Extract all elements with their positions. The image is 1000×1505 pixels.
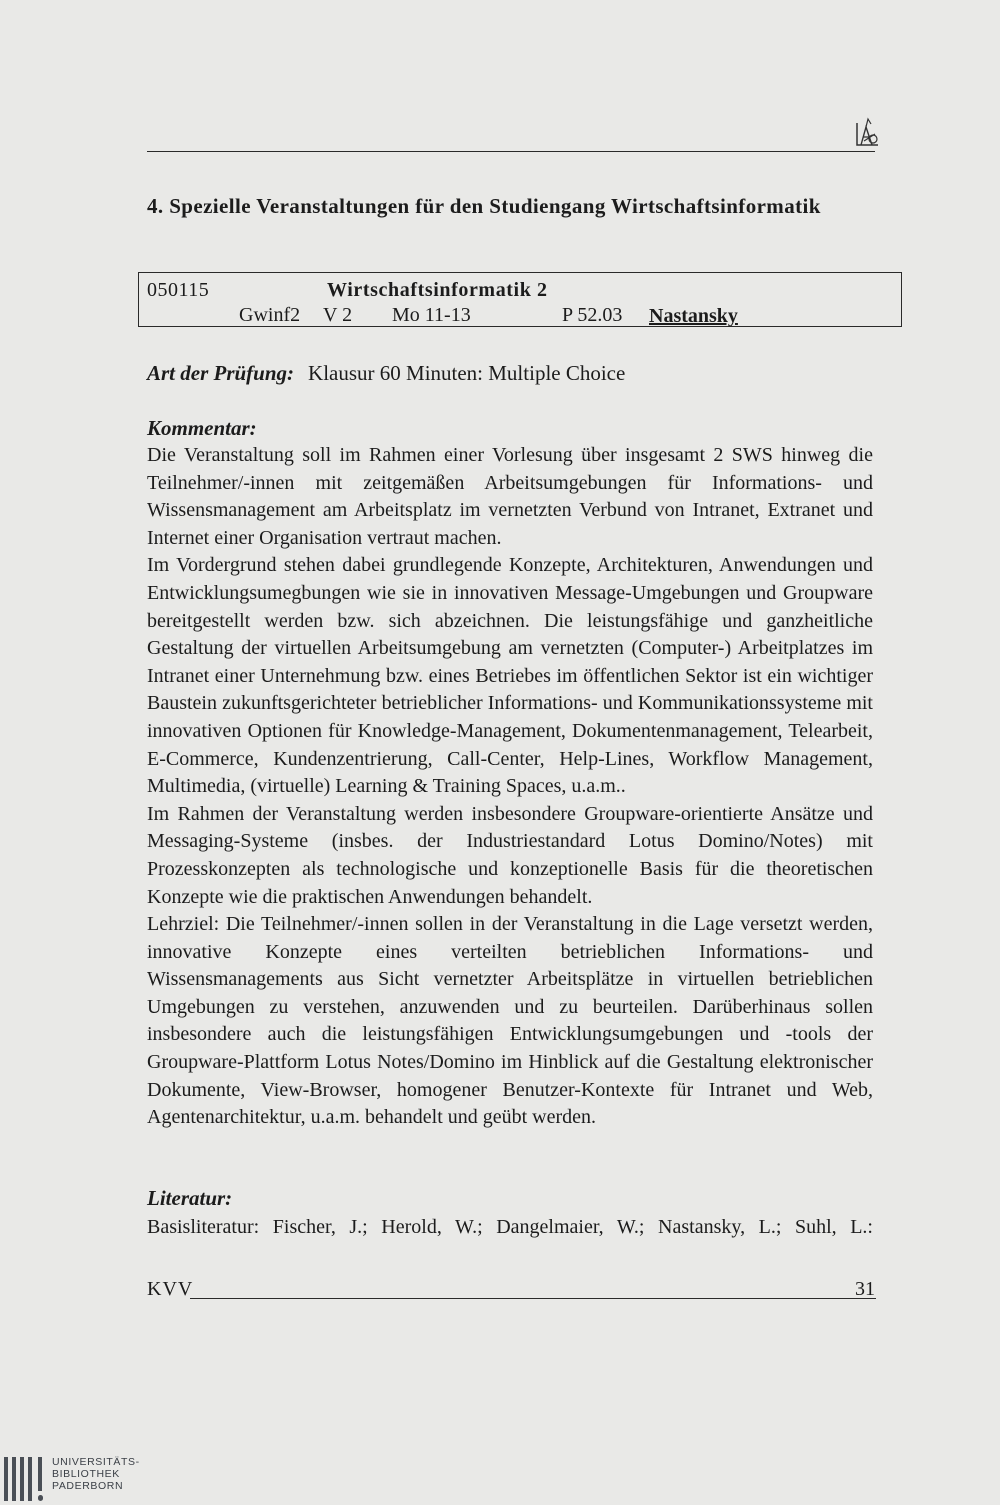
course-time: Mo 11-13 [392, 304, 471, 326]
course-title: Wirtschaftsinformatik 2 [327, 279, 548, 301]
library-logo-line: UNIVERSITÄTS- [52, 1456, 140, 1468]
section-title: 4. Spezielle Veranstaltungen für den Studiengang Wirtschaftsinformatik [147, 194, 821, 218]
library-logo-text [52, 1456, 140, 1492]
course-room: P 52.03 [562, 304, 623, 326]
document-stamp-icon [854, 115, 880, 149]
commentary-paragraph: Im Rahmen der Veranstaltung werden insbesondere Groupware-orientierte Ansätze und Messaging-Systeme (insbes. der Industriestandard Lotus Domino/Notes) mit Prozesskonzepten als technologische und konzeptionelle Basis für die theoretischen Konzepte wie die praktischen Anwendungen behandelt. [147, 802, 873, 908]
exam-label: Art der Prüfung: [147, 361, 295, 385]
commentary-heading: Kommentar: [147, 416, 257, 440]
commentary-paragraph: Die Veranstaltung soll im Rahmen einer Vorlesung über insgesamt 2 SWS hinweg die Teilnehmer/-innen mit zeitgemäßen Arbeitsumgebungen für Informations- und Wissensmanagement am Arbeitsplatz im vernetzten Verbund von Intranet, Extranet und Internet einer Organisation vertraut machen. [147, 444, 873, 549]
library-logo-line: PADERBORN [52, 1480, 124, 1492]
exam-value: Klausur 60 Minuten: Multiple Choice [308, 361, 626, 385]
page-number: 31 [855, 1278, 875, 1300]
literature-line: Basisliteratur: Fischer, J.; Herold, W.; Dangelmaier, W.; Nastansky, L.; Suhl, L.: [147, 1216, 873, 1238]
course-number: 050115 [147, 279, 210, 301]
commentary-paragraph: Lehrziel: Die Teilnehmer/-innen sollen in der Veranstaltung in die Lage versetzt werden, innovative Konzepte eines verteilten betrieblichen Informations- und Wissensmanagements aus Sicht vernetzter Arbeitsplätze in virtuellen betrieblichen Umgebungen zu verstehen, anzuwenden und zu beurteilen. Darüberhinaus sollen insbesondere auch die leistungsfähigen Entwicklungsumgebungen und -tools der Groupware-Plattform Lotus Notes/Domino im Hinblick auf die Gestaltung elektronischer Dokumente, View-Browser, homogener Benutzer-Kontexte für Intranet und Web, Agentenarchitektur, u.a.m. behandelt und geübt werden. [147, 913, 873, 1129]
header-rule [147, 151, 875, 152]
commentary-body [147, 442, 873, 1132]
commentary-paragraph: Im Vordergrund stehen dabei grundlegende Konzepte, Architekturen, Anwendungen und Entwicklungsumegbungen wie sie in innovativen Message-Umgebungen und Groupware bereitgestellt werden bzw. sich abzeichnen. Die leistungsfähige und ganzheitliche Gestaltung der virtuellen Arbeitsumgebung am vernetzten (Computer-) Arbeitplatzes im Intranet einer Unternehmung bzw. eines Betriebes im öffentlichen Sektor ist ein wichtiger Baustein zukunftsgerichteter betrieblicher Informations- und Kommunikationssysteme mit innovativen Optionen für Knowledge-Management, Dokumentenmanagement, Telearbeit, E-Commerce, Kundenzentrierung, Call-Center, Help-Lines, Workflow Management, Multimedia, (virtuelle) Learning & Training Spaces, u.a.m.. [147, 554, 873, 798]
footer-rule [190, 1298, 876, 1299]
library-logo-line: BIBLIOTHEK [52, 1468, 120, 1480]
literature-heading: Literatur: [147, 1186, 233, 1210]
footer-label: KVV [147, 1278, 194, 1300]
exam-info [147, 361, 625, 386]
course-lecturer: Nastansky [649, 305, 738, 327]
course-type: V 2 [323, 304, 353, 326]
course-short-code: Gwinf2 [239, 304, 301, 326]
course-info-box [138, 272, 902, 327]
